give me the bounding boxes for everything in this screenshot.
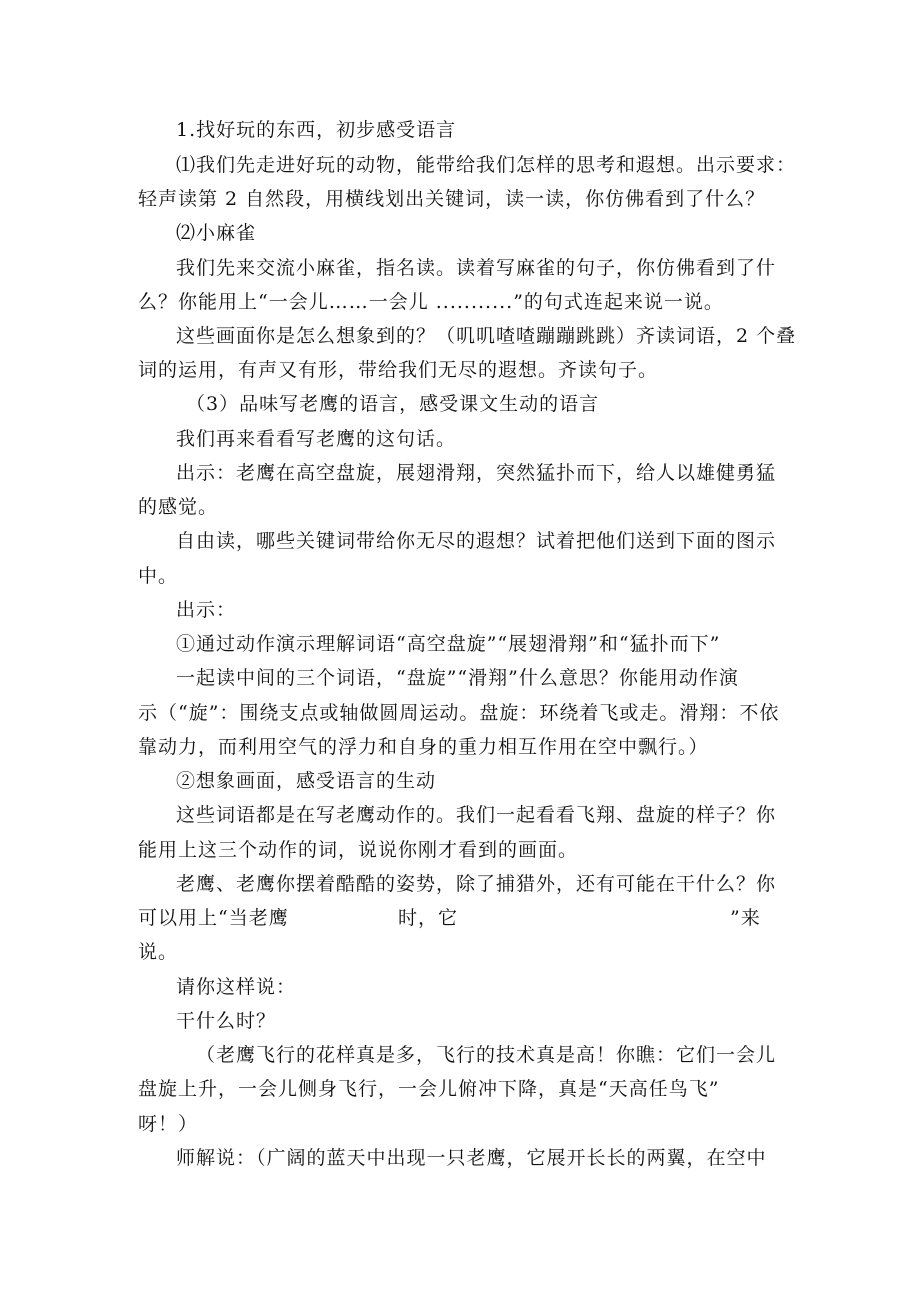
paragraph-line: 中。 — [138, 565, 179, 587]
sub-heading: ⑵小麻雀 — [176, 222, 257, 244]
paragraph-line: 词的运用，有声又有形，带给我们无尽的遐想。齐读句子。 — [138, 359, 659, 381]
paragraph-line: 能用上这三个动作的词，说说你刚才看到的画面。 — [138, 839, 579, 861]
paragraph-line: 自由读，哪些关键词带给你无尽的遐想？试着把他们送到下面的图示 — [176, 530, 777, 552]
paragraph-line: ⑴我们先走进好玩的动物，能带给我们怎样的思考和遐想。出示要求： — [176, 154, 797, 176]
paragraph-line: 老鹰、老鹰你摆着酷酷的姿势，除了捕猎外，还有可能在干什么？你 — [176, 873, 777, 895]
paragraph-line: ①通过动作演示理解词语“高空盘旋”“展翅滑翔”和“猛扑而下” — [176, 633, 721, 655]
paragraph-line: 我们再来看看写老鹰的这句话。 — [176, 428, 457, 450]
paragraph-line: 一起读中间的三个词语，“盘旋”“滑翔”什么意思？你能用动作演 — [176, 667, 739, 689]
fill-in-prompt-end: ”来 — [730, 907, 761, 929]
fill-in-prompt-start: 可以用上“当老鹰 — [138, 907, 289, 929]
sub-heading: （3）品味写老鹰的语言，感受课文生动的语言 — [186, 393, 600, 415]
paragraph-line: 这些画面你是怎么想象到的？（叽叽喳喳蹦蹦跳跳）齐读词语，2 个叠 — [176, 325, 797, 347]
paragraph-line: 靠动力，而利用空气的浮力和自身的重力相互作用在空中飘行。） — [138, 736, 709, 758]
paragraph-line: 干什么时？ — [176, 1010, 277, 1032]
paragraph-line: 请你这样说： — [176, 976, 297, 998]
paragraph-line: 出示：老鹰在高空盘旋，展翅滑翔，突然猛扑而下，给人以雄健勇猛 — [176, 462, 777, 484]
paragraph-line: 说。 — [138, 941, 179, 963]
paragraph-line: 师解说：（广阔的蓝天中出现一只老鹰，它展开长长的两翼，在空中 — [176, 1147, 767, 1169]
section-heading: 1.找好玩的东西，初步感受语言 — [176, 119, 457, 141]
paragraph-line: 呀！） — [138, 1113, 199, 1135]
paragraph-line: 示（“旋”：围绕支点或轴做圆周运动。盘旋：环绕着飞或走。滑翔：不依 — [138, 702, 780, 724]
paragraph-line: 么？你能用上“一会儿……一会儿 ...........”的句式连起来说一说。 — [138, 291, 724, 313]
paragraph-line: 的感觉。 — [138, 496, 219, 518]
paragraph-line: 轻声读第 2 自然段，用横线划出关键词，读一读，你仿佛看到了什么？ — [138, 188, 766, 210]
paragraph-line: 这些词语都是在写老鹰动作的。我们一起看看飞翔、盘旋的样子？你 — [176, 804, 777, 826]
paragraph-line: 出示： — [176, 599, 237, 621]
paragraph-line: ②想象画面，感受语言的生动 — [176, 770, 437, 792]
paragraph-line: 我们先来交流小麻雀，指名读。读着写麻雀的句子，你仿佛看到了什 — [176, 257, 777, 279]
fill-in-prompt-middle: 时，它 — [398, 907, 459, 929]
paragraph-line: 盘旋上升，一会儿侧身飞行，一会儿俯冲下降，真是“天高任鸟飞” — [138, 1078, 720, 1100]
paragraph-line: （老鹰飞行的花样真是多，飞行的技术真是高！你瞧：它们一会儿 — [196, 1044, 777, 1066]
